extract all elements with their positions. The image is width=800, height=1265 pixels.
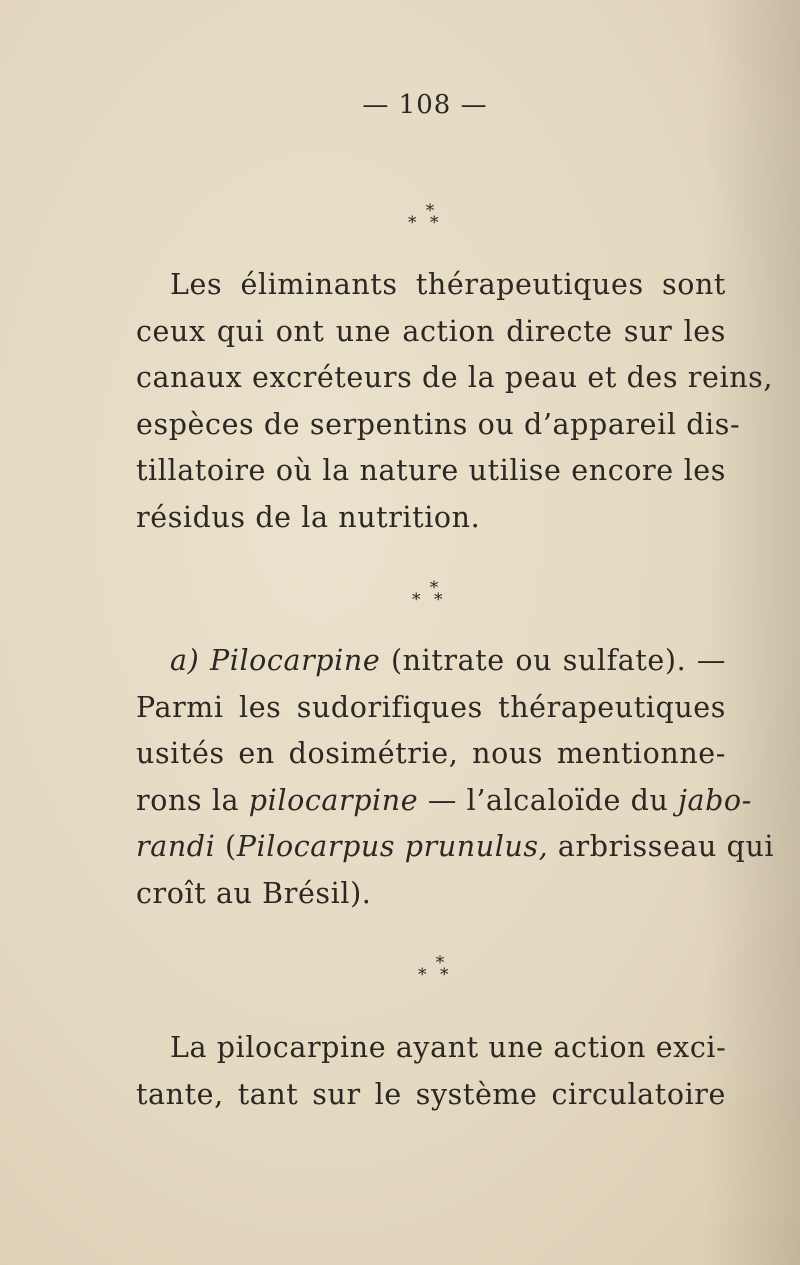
paragraph-action xyxy=(136,1025,726,1118)
asterism-star: * xyxy=(418,965,427,985)
asterism-1 xyxy=(400,203,460,237)
asterism-star: * xyxy=(429,578,439,598)
text-line xyxy=(136,824,775,871)
text-line: tante, tant sur le système circulatoire xyxy=(136,1077,726,1111)
text-line: usités en dosimétrie, nous mentionne- xyxy=(136,737,726,770)
paragraph-eliminants xyxy=(136,262,774,541)
text-line: ceux qui ont une action directe sur les xyxy=(136,314,726,348)
asterism-star: * xyxy=(435,953,445,973)
asterism-star: * xyxy=(412,590,421,610)
text-line: Les éliminants thérapeutiques sont xyxy=(170,268,726,301)
paragraph-pilocarpine xyxy=(136,638,775,917)
asterism-star: * xyxy=(425,201,435,221)
italic-term: jabo- xyxy=(678,783,752,817)
text-line: résidus de la nutrition. xyxy=(136,500,481,534)
text-line: tillatoire où la nature utilise encore les xyxy=(136,454,726,487)
text-line xyxy=(136,778,752,825)
italic-term: pilocarpine xyxy=(248,783,419,817)
text-line: espèces de serpentins ou d’appareil dis- xyxy=(136,407,741,441)
text-line xyxy=(136,638,726,685)
text-run: arbrisseau qui xyxy=(548,830,775,863)
asterism-star: * xyxy=(440,965,449,985)
italic-term: Pilocarpus prunulus, xyxy=(236,830,549,863)
asterism-star: * xyxy=(408,213,417,233)
text-run: ( xyxy=(215,830,237,863)
text-run: — l’alcaloïde du xyxy=(418,783,679,817)
page-number: — 108 — xyxy=(362,90,488,120)
text-run: rons la xyxy=(136,783,249,817)
asterism-2 xyxy=(404,580,464,614)
asterism-star: * xyxy=(430,213,439,233)
text-run: (nitrate ou sulfate). — xyxy=(380,644,726,677)
text-line: croît au Brésil). xyxy=(136,876,372,910)
italic-term: Pilocarpine xyxy=(209,644,381,677)
item-label: a) xyxy=(170,644,200,677)
text-line: canaux excréteurs de la peau et des reins, xyxy=(136,361,774,394)
text-line: Parmi les sudorifiques thérapeutiques xyxy=(136,690,726,724)
asterism-star: * xyxy=(434,590,443,610)
asterism-3 xyxy=(410,955,470,989)
text-line: La pilocarpine ayant une action exci- xyxy=(170,1031,727,1064)
italic-term: randi xyxy=(136,830,216,863)
